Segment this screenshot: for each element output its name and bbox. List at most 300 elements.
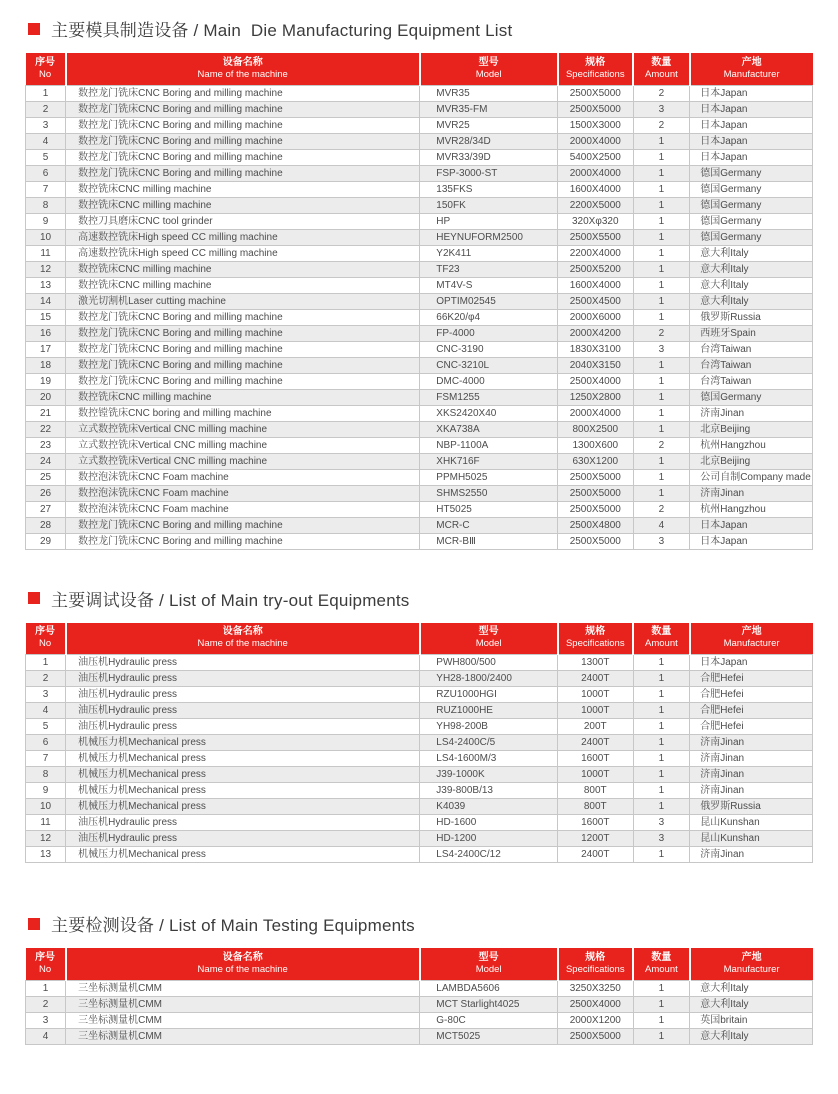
cell-amount: 1 — [633, 373, 690, 389]
table-row — [26, 847, 813, 863]
table-row — [26, 309, 813, 325]
cell-model: CNC-3190 — [420, 341, 558, 357]
cell-amount: 1 — [633, 389, 690, 405]
cell-spec: 2000X1200 — [558, 1012, 634, 1028]
cell-amount: 2 — [633, 501, 690, 517]
section-title — [28, 586, 810, 611]
cell-amount: 1 — [633, 655, 690, 671]
cell-spec: 2400T — [558, 671, 634, 687]
cell-name: 数控铣床CNC milling machine — [66, 181, 420, 197]
cell-amount: 4 — [633, 517, 690, 533]
cell-amount: 1 — [633, 245, 690, 261]
cell-name: 数控龙门铣床CNC Boring and milling machine — [66, 117, 420, 133]
cell-origin: 日本Japan — [690, 517, 813, 533]
section-title-text: 主要调试设备 / List of Main try-out Equipments — [51, 590, 410, 610]
table-row — [26, 501, 813, 517]
cell-spec: 2200X4000 — [558, 245, 634, 261]
cell-name: 数控泡沫铣床CNC Foam machine — [66, 469, 420, 485]
cell-origin: 西班牙Spain — [690, 325, 813, 341]
cell-no: 3 — [26, 687, 66, 703]
table-row — [26, 751, 813, 767]
table-row — [26, 671, 813, 687]
cell-spec: 2200X5000 — [558, 197, 634, 213]
cell-spec: 2000X4000 — [558, 405, 634, 421]
column-header-amount: 数量 Amount — [633, 948, 690, 980]
cell-no: 5 — [26, 719, 66, 735]
table-row — [26, 799, 813, 815]
cell-name: 数控龙门铣床CNC Boring and milling machine — [66, 85, 420, 101]
column-header-no: 序号 No — [26, 948, 66, 980]
cell-amount: 1 — [633, 405, 690, 421]
cell-origin: 日本Japan — [690, 85, 813, 101]
column-header-name: 设备名称 Name of the machine — [66, 948, 420, 980]
header-row — [26, 623, 813, 655]
cell-name: 立式数控铣床Vertical CNC milling machine — [66, 437, 420, 453]
cell-origin: 日本Japan — [690, 533, 813, 549]
cell-spec: 320Xφ320 — [558, 213, 634, 229]
cell-spec: 2500X5000 — [558, 1028, 634, 1044]
table-row — [26, 421, 813, 437]
cell-origin: 意大利Italy — [690, 1028, 813, 1044]
cell-amount: 1 — [633, 261, 690, 277]
cell-model: MVR35-FM — [420, 101, 558, 117]
cell-amount: 3 — [633, 533, 690, 549]
cell-model: SHMS2550 — [420, 485, 558, 501]
table-body — [26, 980, 813, 1044]
cell-model: LS4-2400C/5 — [420, 735, 558, 751]
header-row — [26, 948, 813, 980]
cell-name: 高速数控铣床High speed CC milling machine — [66, 245, 420, 261]
cell-origin: 济南Jinan — [690, 751, 813, 767]
cell-name: 数控铣床CNC milling machine — [66, 261, 420, 277]
cell-model: MT4V-S — [420, 277, 558, 293]
table-row — [26, 405, 813, 421]
cell-name: 数控龙门铣床CNC Boring and milling machine — [66, 341, 420, 357]
cell-name: 数控龙门铣床CNC Boring and milling machine — [66, 149, 420, 165]
cell-amount: 1 — [633, 996, 690, 1012]
cell-spec: 2400T — [558, 847, 634, 863]
cell-no: 12 — [26, 261, 66, 277]
cell-amount: 1 — [633, 485, 690, 501]
cell-model: PPMH5025 — [420, 469, 558, 485]
cell-model: MVR35 — [420, 85, 558, 101]
cell-amount: 1 — [633, 421, 690, 437]
cell-no: 6 — [26, 165, 66, 181]
cell-name: 机械压力机Mechanical press — [66, 799, 420, 815]
cell-spec: 2500X5000 — [558, 533, 634, 549]
cell-origin: 济南Jinan — [690, 405, 813, 421]
cell-name: 三坐标测量机CMM — [66, 1012, 420, 1028]
cell-origin: 日本Japan — [690, 133, 813, 149]
cell-name: 油压机Hydraulic press — [66, 703, 420, 719]
cell-no: 2 — [26, 996, 66, 1012]
cell-name: 三坐标测量机CMM — [66, 980, 420, 996]
cell-origin: 意大利Italy — [690, 245, 813, 261]
cell-no: 8 — [26, 767, 66, 783]
cell-name: 数控龙门铣床CNC Boring and milling machine — [66, 517, 420, 533]
table-row — [26, 687, 813, 703]
cell-origin: 德国Germany — [690, 229, 813, 245]
cell-no: 3 — [26, 1012, 66, 1028]
cell-no: 14 — [26, 293, 66, 309]
cell-name: 立式数控铣床Vertical CNC milling machine — [66, 421, 420, 437]
cell-spec: 3250X3250 — [558, 980, 634, 996]
cell-spec: 800X2500 — [558, 421, 634, 437]
cell-no: 1 — [26, 980, 66, 996]
cell-spec: 2000X4000 — [558, 165, 634, 181]
cell-amount: 1 — [633, 1028, 690, 1044]
cell-spec: 1000T — [558, 703, 634, 719]
table-row — [26, 437, 813, 453]
header-row — [26, 53, 813, 85]
cell-no: 13 — [26, 277, 66, 293]
cell-origin: 日本Japan — [690, 117, 813, 133]
table-row — [26, 293, 813, 309]
cell-no: 20 — [26, 389, 66, 405]
cell-spec: 1000T — [558, 687, 634, 703]
cell-spec: 5400X2500 — [558, 149, 634, 165]
cell-name: 数控龙门铣床CNC Boring and milling machine — [66, 325, 420, 341]
table-row — [26, 980, 813, 996]
table-row — [26, 373, 813, 389]
cell-amount: 1 — [633, 703, 690, 719]
cell-amount: 1 — [633, 149, 690, 165]
section-title-text: 主要模具制造设备 / Main Die Manufacturing Equipment List — [51, 21, 513, 40]
cell-spec: 1200T — [558, 831, 634, 847]
cell-name: 油压机Hydraulic press — [66, 655, 420, 671]
cell-model: K4039 — [420, 799, 558, 815]
table-row — [26, 261, 813, 277]
cell-amount: 3 — [633, 815, 690, 831]
cell-no: 16 — [26, 325, 66, 341]
cell-origin: 合肥Hefei — [690, 719, 813, 735]
cell-no: 10 — [26, 229, 66, 245]
table-row — [26, 517, 813, 533]
table-header — [26, 623, 813, 655]
cell-spec: 2500X5000 — [558, 501, 634, 517]
column-header-name: 设备名称 Name of the machine — [66, 53, 420, 85]
cell-name: 数控龙门铣床CNC Boring and milling machine — [66, 133, 420, 149]
column-header-no: 序号 No — [26, 623, 66, 655]
cell-origin: 德国Germany — [690, 181, 813, 197]
column-header-spec: 规格 Specifications — [558, 53, 634, 85]
cell-model: 135FKS — [420, 181, 558, 197]
table-row — [26, 703, 813, 719]
cell-spec: 1600T — [558, 751, 634, 767]
cell-spec: 2500X4000 — [558, 996, 634, 1012]
table-row — [26, 277, 813, 293]
column-header-model: 型号 Model — [420, 623, 558, 655]
red-square-bullet-icon — [28, 592, 40, 604]
cell-no: 7 — [26, 751, 66, 767]
cell-name: 高速数控铣床High speed CC milling machine — [66, 229, 420, 245]
cell-name: 机械压力机Mechanical press — [66, 847, 420, 863]
table-row — [26, 325, 813, 341]
cell-spec: 2400T — [558, 735, 634, 751]
cell-amount: 1 — [633, 719, 690, 735]
cell-origin: 日本Japan — [690, 655, 813, 671]
cell-name: 数控龙门铣床CNC Boring and milling machine — [66, 165, 420, 181]
cell-no: 11 — [26, 815, 66, 831]
cell-origin: 济南Jinan — [690, 847, 813, 863]
cell-origin: 意大利Italy — [690, 293, 813, 309]
cell-spec: 2500X5200 — [558, 261, 634, 277]
cell-model: OPTIM02545 — [420, 293, 558, 309]
column-header-amount: 数量 Amount — [633, 623, 690, 655]
table-row — [26, 117, 813, 133]
column-header-no: 序号 No — [26, 53, 66, 85]
section-title — [28, 911, 810, 936]
cell-amount: 2 — [633, 117, 690, 133]
column-header-model: 型号 Model — [420, 948, 558, 980]
table-row — [26, 341, 813, 357]
cell-no: 4 — [26, 1028, 66, 1044]
cell-origin: 意大利Italy — [690, 980, 813, 996]
table-row — [26, 1012, 813, 1028]
cell-origin: 意大利Italy — [690, 277, 813, 293]
column-header-model: 型号 Model — [420, 53, 558, 85]
cell-amount: 3 — [633, 101, 690, 117]
cell-origin: 台湾Taiwan — [690, 373, 813, 389]
table-row — [26, 197, 813, 213]
cell-name: 数控龙门铣床CNC Boring and milling machine — [66, 357, 420, 373]
cell-amount: 1 — [633, 687, 690, 703]
cell-model: 150FK — [420, 197, 558, 213]
cell-no: 11 — [26, 245, 66, 261]
cell-no: 2 — [26, 671, 66, 687]
cell-spec: 2000X4200 — [558, 325, 634, 341]
cell-model: XKS2420X40 — [420, 405, 558, 421]
cell-amount: 1 — [633, 309, 690, 325]
cell-no: 25 — [26, 469, 66, 485]
table-row — [26, 485, 813, 501]
cell-amount: 1 — [633, 357, 690, 373]
cell-no: 1 — [26, 85, 66, 101]
cell-model: MVR28/34D — [420, 133, 558, 149]
cell-origin: 昆山Kunshan — [690, 815, 813, 831]
cell-origin: 意大利Italy — [690, 996, 813, 1012]
cell-name: 数控铣床CNC milling machine — [66, 389, 420, 405]
equipment-table — [25, 623, 813, 864]
cell-origin: 英国britain — [690, 1012, 813, 1028]
cell-model: DMC-4000 — [420, 373, 558, 389]
cell-origin: 济南Jinan — [690, 783, 813, 799]
section-title-text: 主要检测设备 / List of Main Testing Equipments — [51, 916, 415, 935]
cell-no: 28 — [26, 517, 66, 533]
cell-amount: 3 — [633, 341, 690, 357]
cell-name: 数控龙门铣床CNC Boring and milling machine — [66, 309, 420, 325]
cell-origin: 济南Jinan — [690, 485, 813, 501]
table-row — [26, 101, 813, 117]
cell-model: CNC-3210L — [420, 357, 558, 373]
cell-amount: 1 — [633, 277, 690, 293]
cell-model: MVR33/39D — [420, 149, 558, 165]
cell-no: 3 — [26, 117, 66, 133]
cell-amount: 1 — [633, 469, 690, 485]
cell-origin: 日本Japan — [690, 101, 813, 117]
cell-origin: 合肥Hefei — [690, 687, 813, 703]
cell-no: 19 — [26, 373, 66, 389]
cell-amount: 1 — [633, 671, 690, 687]
cell-spec: 1250X2800 — [558, 389, 634, 405]
cell-no: 5 — [26, 149, 66, 165]
cell-amount: 1 — [633, 767, 690, 783]
cell-spec: 1600T — [558, 815, 634, 831]
cell-origin: 德国Germany — [690, 213, 813, 229]
cell-model: RUZ1000HE — [420, 703, 558, 719]
cell-name: 油压机Hydraulic press — [66, 719, 420, 735]
cell-model: HP — [420, 213, 558, 229]
cell-no: 1 — [26, 655, 66, 671]
table-row — [26, 229, 813, 245]
cell-name: 数控泡沫铣床CNC Foam machine — [66, 501, 420, 517]
cell-no: 8 — [26, 197, 66, 213]
cell-amount: 1 — [633, 847, 690, 863]
cell-spec: 2000X4000 — [558, 133, 634, 149]
cell-spec: 200T — [558, 719, 634, 735]
cell-model: FP-4000 — [420, 325, 558, 341]
cell-model: YH98-200B — [420, 719, 558, 735]
cell-spec: 2500X4800 — [558, 517, 634, 533]
cell-name: 三坐标测量机CMM — [66, 996, 420, 1012]
cell-amount: 2 — [633, 437, 690, 453]
cell-model: MCT Starlight4025 — [420, 996, 558, 1012]
cell-no: 4 — [26, 703, 66, 719]
cell-origin: 德国Germany — [690, 197, 813, 213]
cell-amount: 1 — [633, 980, 690, 996]
cell-spec: 2500X5000 — [558, 101, 634, 117]
cell-spec: 2040X3150 — [558, 357, 634, 373]
table-row — [26, 469, 813, 485]
cell-name: 数控龙门铣床CNC Boring and milling machine — [66, 533, 420, 549]
table-row — [26, 453, 813, 469]
cell-origin: 合肥Hefei — [690, 671, 813, 687]
cell-model: HT5025 — [420, 501, 558, 517]
cell-origin: 意大利Italy — [690, 261, 813, 277]
cell-origin: 北京Beijing — [690, 453, 813, 469]
table-row — [26, 533, 813, 549]
cell-amount: 1 — [633, 453, 690, 469]
table-row — [26, 767, 813, 783]
column-header-origin: 产地 Manufacturer — [690, 623, 813, 655]
cell-spec: 2000X6000 — [558, 309, 634, 325]
cell-spec: 1300X600 — [558, 437, 634, 453]
cell-no: 10 — [26, 799, 66, 815]
table-row — [26, 149, 813, 165]
cell-amount: 1 — [633, 165, 690, 181]
cell-origin: 昆山Kunshan — [690, 831, 813, 847]
cell-origin: 杭州Hangzhou — [690, 501, 813, 517]
cell-spec: 1500X3000 — [558, 117, 634, 133]
cell-origin: 北京Beijing — [690, 421, 813, 437]
cell-amount: 1 — [633, 1012, 690, 1028]
cell-spec: 2500X4500 — [558, 293, 634, 309]
cell-name: 激光切割机Laser cutting machine — [66, 293, 420, 309]
cell-name: 数控刀具磨床CNC tool grinder — [66, 213, 420, 229]
cell-origin: 济南Jinan — [690, 767, 813, 783]
cell-name: 油压机Hydraulic press — [66, 671, 420, 687]
cell-model: LAMBDA5606 — [420, 980, 558, 996]
cell-origin: 德国Germany — [690, 165, 813, 181]
cell-origin: 济南Jinan — [690, 735, 813, 751]
cell-model: NBP-1100A — [420, 437, 558, 453]
section-try-out-equipment — [25, 586, 813, 864]
cell-model: TF23 — [420, 261, 558, 277]
column-header-amount: 数量 Amount — [633, 53, 690, 85]
cell-name: 油压机Hydraulic press — [66, 687, 420, 703]
table-row — [26, 831, 813, 847]
table-row — [26, 1028, 813, 1044]
cell-model: MCT5025 — [420, 1028, 558, 1044]
cell-no: 21 — [26, 405, 66, 421]
cell-model: G-80C — [420, 1012, 558, 1028]
cell-model: MVR25 — [420, 117, 558, 133]
cell-spec: 1600X4000 — [558, 277, 634, 293]
cell-no: 15 — [26, 309, 66, 325]
cell-amount: 1 — [633, 181, 690, 197]
cell-no: 24 — [26, 453, 66, 469]
cell-no: 18 — [26, 357, 66, 373]
cell-spec: 1000T — [558, 767, 634, 783]
cell-model: J39-1000K — [420, 767, 558, 783]
cell-no: 17 — [26, 341, 66, 357]
table-row — [26, 181, 813, 197]
cell-spec: 2500X4000 — [558, 373, 634, 389]
cell-amount: 2 — [633, 325, 690, 341]
cell-model: FSP-3000-ST — [420, 165, 558, 181]
cell-amount: 1 — [633, 197, 690, 213]
cell-spec: 1300T — [558, 655, 634, 671]
cell-name: 数控铣床CNC milling machine — [66, 277, 420, 293]
cell-no: 27 — [26, 501, 66, 517]
cell-model: MCR-C — [420, 517, 558, 533]
cell-amount: 3 — [633, 831, 690, 847]
cell-origin: 日本Japan — [690, 149, 813, 165]
cell-spec: 2500X5000 — [558, 85, 634, 101]
cell-amount: 1 — [633, 735, 690, 751]
cell-no: 6 — [26, 735, 66, 751]
cell-name: 数控铣床CNC milling machine — [66, 197, 420, 213]
cell-model: HEYNUFORM2500 — [420, 229, 558, 245]
cell-model: MCR-BⅢ — [420, 533, 558, 549]
cell-model: LS4-1600M/3 — [420, 751, 558, 767]
cell-name: 机械压力机Mechanical press — [66, 783, 420, 799]
red-square-bullet-icon — [28, 23, 40, 35]
column-header-origin: 产地 Manufacturer — [690, 948, 813, 980]
cell-amount: 1 — [633, 751, 690, 767]
table-row — [26, 389, 813, 405]
cell-model: XHK716F — [420, 453, 558, 469]
column-header-spec: 规格 Specifications — [558, 623, 634, 655]
cell-model: HD-1600 — [420, 815, 558, 831]
cell-no: 4 — [26, 133, 66, 149]
cell-no: 12 — [26, 831, 66, 847]
cell-no: 23 — [26, 437, 66, 453]
table-row — [26, 213, 813, 229]
column-header-origin: 产地 Manufacturer — [690, 53, 813, 85]
cell-origin: 台湾Taiwan — [690, 341, 813, 357]
cell-origin: 合肥Hefei — [690, 703, 813, 719]
cell-spec: 630X1200 — [558, 453, 634, 469]
cell-no: 26 — [26, 485, 66, 501]
table-row — [26, 133, 813, 149]
table-row — [26, 996, 813, 1012]
cell-spec: 2500X5500 — [558, 229, 634, 245]
cell-name: 油压机Hydraulic press — [66, 815, 420, 831]
cell-name: 数控龙门铣床CNC Boring and milling machine — [66, 101, 420, 117]
cell-name: 三坐标测量机CMM — [66, 1028, 420, 1044]
table-row — [26, 357, 813, 373]
